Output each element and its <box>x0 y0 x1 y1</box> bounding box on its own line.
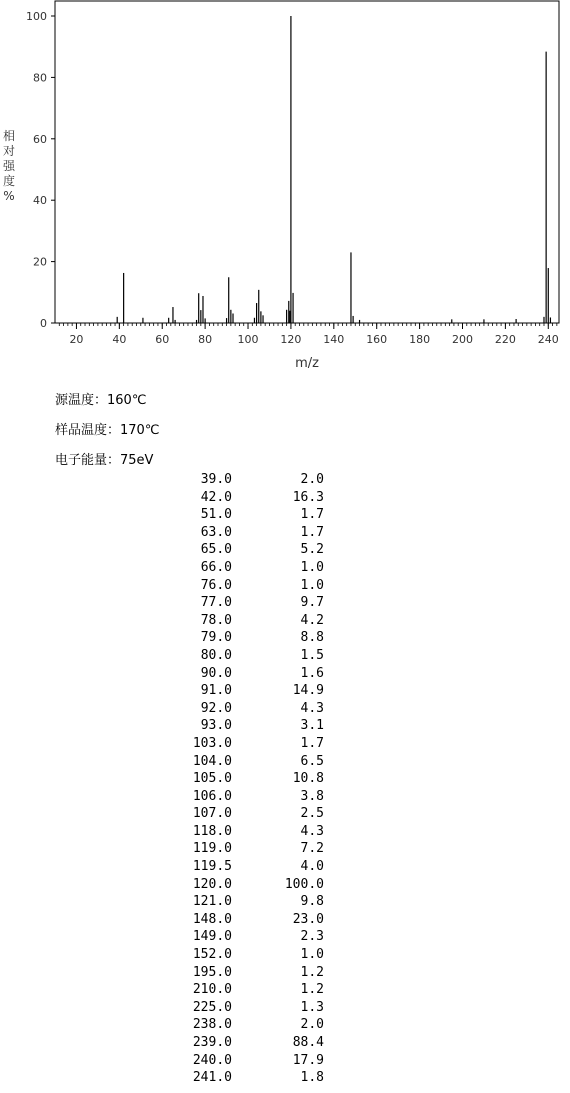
peak-mz: 42.0 <box>200 489 232 505</box>
x-tick-label: 240 <box>537 333 559 346</box>
table-row <box>170 559 324 577</box>
y-axis <box>26 10 55 330</box>
table-row <box>170 1016 324 1034</box>
peak-intensity: 88.4 <box>292 1035 324 1050</box>
table-row <box>170 471 324 489</box>
peak-mz: 92.0 <box>200 700 232 716</box>
peak-mz: 63.0 <box>200 524 232 540</box>
peak-bars <box>117 16 550 323</box>
table-row <box>170 823 324 841</box>
y-axis-label-text: 相对强度% <box>2 129 16 203</box>
peak-table <box>170 471 324 1087</box>
plot-frame <box>55 1 559 323</box>
x-axis <box>59 323 558 346</box>
y-tick-label: 100 <box>26 10 47 23</box>
table-row <box>170 506 324 524</box>
table-row <box>170 788 324 806</box>
peak-intensity: 8.8 <box>300 630 324 646</box>
peak-mz: 104.0 <box>192 753 232 769</box>
peak-intensity: 1.7 <box>300 524 324 540</box>
peak-intensity: 3.1 <box>300 718 324 734</box>
y-tick-label: 60 <box>33 132 47 146</box>
peak-mz: 76.0 <box>200 577 232 593</box>
peak-mz: 80.0 <box>200 647 232 663</box>
table-row <box>170 594 324 612</box>
table-row <box>170 1069 324 1087</box>
peak-intensity: 4.0 <box>300 859 324 875</box>
peak-intensity: 1.5 <box>300 647 324 663</box>
table-row <box>170 700 324 718</box>
table-row <box>170 946 324 964</box>
x-tick-label: 60 <box>155 333 170 346</box>
peak-mz: 149.0 <box>192 929 232 945</box>
peak-intensity: 14.9 <box>292 683 324 699</box>
peak-intensity: 1.0 <box>300 559 324 575</box>
table-row <box>170 999 324 1017</box>
electron-energy: 电子能量：75eV <box>55 453 154 468</box>
table-row <box>170 1052 324 1070</box>
table-row <box>170 981 324 999</box>
peak-mz: 103.0 <box>192 735 232 751</box>
table-row <box>170 753 324 771</box>
peak-intensity: 4.3 <box>300 700 324 716</box>
peak-mz: 65.0 <box>200 542 232 558</box>
x-tick-label: 80 <box>198 333 213 346</box>
x-axis-label: m/z <box>295 356 319 371</box>
peak-intensity: 2.0 <box>300 472 324 487</box>
peak-mz: 225.0 <box>192 999 232 1015</box>
peak-mz: 119.0 <box>192 841 232 857</box>
table-row <box>170 647 324 665</box>
peak-mz: 106.0 <box>192 788 232 804</box>
table-row <box>170 911 324 929</box>
peak-intensity: 4.2 <box>300 612 324 628</box>
peak-mz: 239.0 <box>192 1035 232 1050</box>
peak-intensity: 23.0 <box>292 911 324 927</box>
peak-mz: 91.0 <box>200 683 232 699</box>
table-row <box>170 805 324 823</box>
table-row <box>170 928 324 946</box>
peak-mz: 66.0 <box>200 559 232 575</box>
peak-mz: 120.0 <box>192 876 232 892</box>
table-row <box>170 541 324 559</box>
table-row <box>170 840 324 858</box>
table-row <box>170 629 324 647</box>
peak-mz: 118.0 <box>192 823 232 839</box>
peak-mz: 240.0 <box>192 1052 232 1068</box>
table-row <box>170 489 324 507</box>
table-row <box>170 682 324 700</box>
peak-intensity: 1.0 <box>300 577 324 593</box>
table-row <box>170 735 324 753</box>
x-tick-label: 40 <box>112 333 127 346</box>
table-row <box>170 876 324 894</box>
table-row <box>170 524 324 542</box>
x-tick-label: 120 <box>280 333 302 346</box>
y-axis-label <box>3 128 16 203</box>
peak-mz: 241.0 <box>192 1070 232 1086</box>
x-tick-label: 160 <box>366 333 388 346</box>
peak-intensity: 17.9 <box>292 1052 324 1068</box>
peak-mz: 148.0 <box>192 911 232 927</box>
peak-intensity: 1.8 <box>300 1070 324 1086</box>
peak-intensity: 9.7 <box>300 595 324 611</box>
peak-mz: 51.0 <box>200 507 232 523</box>
peak-intensity: 2.0 <box>300 1017 324 1033</box>
peak-intensity: 6.5 <box>300 753 324 769</box>
peak-intensity: 2.5 <box>300 806 324 822</box>
table-row <box>170 893 324 911</box>
peak-mz: 78.0 <box>200 612 232 628</box>
peak-mz: 105.0 <box>192 771 232 787</box>
table-row <box>170 964 324 982</box>
table-row <box>170 858 324 876</box>
peak-intensity: 100.0 <box>284 876 324 892</box>
peak-intensity: 1.6 <box>300 665 324 681</box>
table-row <box>170 665 324 683</box>
y-tick-label: 80 <box>33 71 47 85</box>
peak-intensity: 1.7 <box>300 735 324 751</box>
x-tick-label: 180 <box>409 333 431 346</box>
peak-mz: 119.5 <box>192 859 232 875</box>
peak-intensity: 7.2 <box>300 841 324 857</box>
peak-mz: 77.0 <box>200 595 232 611</box>
x-tick-label: 200 <box>451 333 473 346</box>
peak-intensity: 9.8 <box>300 894 324 910</box>
peak-mz: 210.0 <box>192 982 232 998</box>
source-temperature: 源温度：160℃ <box>55 393 147 408</box>
peak-intensity: 1.3 <box>300 999 324 1015</box>
peak-intensity: 1.0 <box>300 947 324 963</box>
peak-mz: 121.0 <box>192 894 232 910</box>
y-tick-label: 0 <box>40 317 47 330</box>
table-row <box>170 612 324 630</box>
peak-mz: 238.0 <box>192 1017 232 1033</box>
x-tick-label: 20 <box>69 333 84 346</box>
table-row <box>170 1034 324 1052</box>
peak-mz: 39.0 <box>200 472 232 487</box>
peak-mz: 107.0 <box>192 806 232 822</box>
x-tick-label: 140 <box>323 333 345 346</box>
sample-temperature: 样品温度：170℃ <box>55 423 160 438</box>
peak-intensity: 2.3 <box>300 929 324 945</box>
peak-intensity: 1.2 <box>300 964 324 980</box>
peak-mz: 79.0 <box>200 630 232 646</box>
x-tick-label: 100 <box>237 333 259 346</box>
table-row <box>170 770 324 788</box>
peak-mz: 90.0 <box>200 665 232 681</box>
peak-mz: 195.0 <box>192 964 232 980</box>
peak-intensity: 4.3 <box>300 823 324 839</box>
peak-intensity: 1.7 <box>300 507 324 523</box>
peak-intensity: 5.2 <box>300 542 324 558</box>
y-tick-label: 40 <box>33 194 47 208</box>
x-tick-label: 220 <box>494 333 516 346</box>
peak-intensity: 16.3 <box>292 489 324 505</box>
peak-mz: 93.0 <box>200 718 232 734</box>
y-tick-label: 20 <box>33 255 47 269</box>
table-row <box>170 577 324 595</box>
mass-spectrum-chart <box>0 0 570 380</box>
peak-mz: 152.0 <box>192 947 232 963</box>
table-row <box>170 717 324 735</box>
peak-intensity: 3.8 <box>300 788 324 804</box>
peak-intensity: 10.8 <box>292 771 324 787</box>
peak-intensity: 1.2 <box>300 982 324 998</box>
